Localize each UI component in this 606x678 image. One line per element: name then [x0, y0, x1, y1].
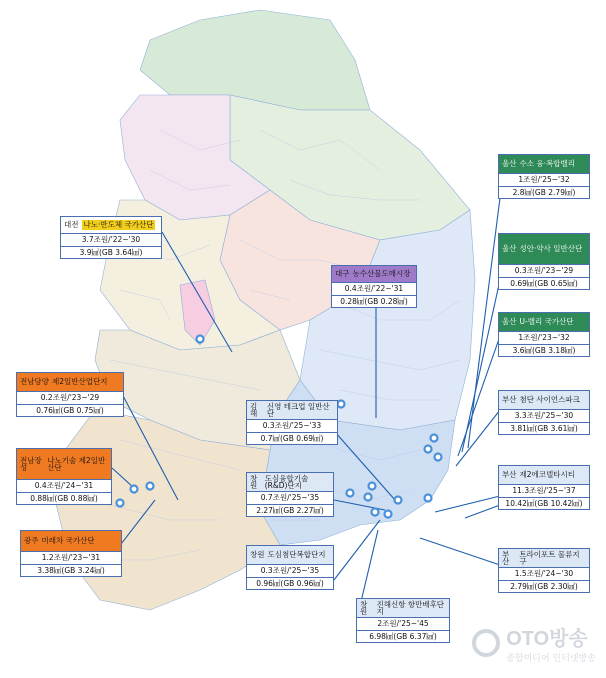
card-busan-2 [498, 465, 590, 510]
card-busan-3 [498, 548, 590, 593]
card-daejeon [60, 216, 162, 259]
card-header: 창원 진해신항 항만배후단지 [357, 599, 449, 617]
card-header: 부산 첨단 사이언스파크 [499, 391, 589, 409]
watermark-brand: OTO방송 [506, 628, 588, 650]
card-header: 광주 미래차 국가산단 [21, 531, 121, 551]
card-area: 0.76㎢(GB 0.75㎢) [17, 404, 123, 417]
card-gimhae [246, 400, 338, 445]
card-changwon-1 [246, 472, 334, 517]
card-daegu [331, 265, 417, 308]
card-budget: 0.4조원/'24~'31 [17, 479, 111, 492]
card-header: 울산 수소 융·복합밸리 [499, 155, 589, 173]
card-ulsan-2 [498, 233, 590, 290]
card-header: 전남담양 제2일반산업단지 [17, 373, 123, 391]
card-budget: 3.3조원/'25~'30 [499, 409, 589, 422]
card-budget: 0.3조원/'25~'35 [247, 564, 333, 577]
card-header: 창원 도심첨단복합단지 [247, 546, 333, 564]
card-area: 0.7㎢(GB 0.69㎢) [247, 432, 337, 445]
card-budget: 1.5조원/'24~'30 [499, 567, 589, 580]
card-header: 대전 나노·반도체 국가산단 [61, 217, 161, 233]
card-budget: 0.3조원/'25~'33 [247, 419, 337, 432]
card-changwon-2 [246, 545, 334, 590]
card-header: 울산 U-밸리 국가산단 [499, 313, 589, 331]
card-area: 2.8㎢(GB 2.79㎢) [499, 186, 589, 199]
watermark [472, 622, 596, 664]
card-area: 6.98㎢(GB 6.37㎢) [357, 630, 449, 643]
card-budget: 0.2조원/'23~'29 [17, 391, 123, 404]
card-header: 부산 제2에코델타시티 [499, 466, 589, 484]
card-area: 3.81㎢(GB 3.61㎢) [499, 422, 589, 435]
card-header: 울산 성안·약사 일반산단 [499, 234, 589, 264]
card-budget: 0.3조원/'23~'29 [499, 264, 589, 277]
card-jeonnam-2 [16, 448, 112, 505]
card-budget: 0.4조원/'22~'31 [332, 282, 416, 295]
card-header: 김해 신영 테크업 일반산단 [247, 401, 337, 419]
card-header: 창원 도심융합기술(R&D)단지 [247, 473, 333, 491]
card-area: 2.27㎢(GB 2.27㎢) [247, 504, 333, 517]
card-header: 대구 농수산물도매시장 [332, 266, 416, 282]
card-busan-1 [498, 390, 590, 435]
card-gwangju [20, 530, 122, 577]
card-budget: 3.7조원/'22~'30 [61, 233, 161, 246]
card-area: 10.42㎢(GB 10.42㎢) [499, 497, 589, 510]
card-header: 전남장성 나노기술 제2일반산단 [17, 449, 111, 479]
watermark-sub: 종합미디어 인터넷방송 [506, 654, 596, 664]
card-ulsan-3 [498, 312, 590, 357]
card-budget: 0.7조원/'25~'35 [247, 491, 333, 504]
card-budget: 1조원/'23~'32 [499, 331, 589, 344]
card-area: 3.38㎢(GB 3.24㎢) [21, 564, 121, 577]
card-area: 0.69㎢(GB 0.65㎢) [499, 277, 589, 290]
card-area: 0.88㎢(GB 0.88㎢) [17, 492, 111, 505]
card-budget: 2조원/'25~'45 [357, 617, 449, 630]
card-budget: 1.2조원/'23~'31 [21, 551, 121, 564]
card-budget: 11.3조원/'25~'37 [499, 484, 589, 497]
card-jeonnam-1 [16, 372, 124, 417]
card-area: 0.28㎢(GB 0.28㎢) [332, 295, 416, 308]
card-area: 3.6㎢(GB 3.18㎢) [499, 344, 589, 357]
card-budget: 1조원/'25~'32 [499, 173, 589, 186]
card-header: 부산 트라이포트 물류지구 [499, 549, 589, 567]
card-area: 2.79㎢(GB 2.30㎢) [499, 580, 589, 593]
card-area: 3.9㎢(GB 3.64㎢) [61, 246, 161, 259]
watermark-logo-icon [472, 629, 500, 657]
card-changwon-3 [356, 598, 450, 643]
card-area: 0.96㎢(GB 0.96㎢) [247, 577, 333, 590]
card-ulsan-1 [498, 154, 590, 199]
